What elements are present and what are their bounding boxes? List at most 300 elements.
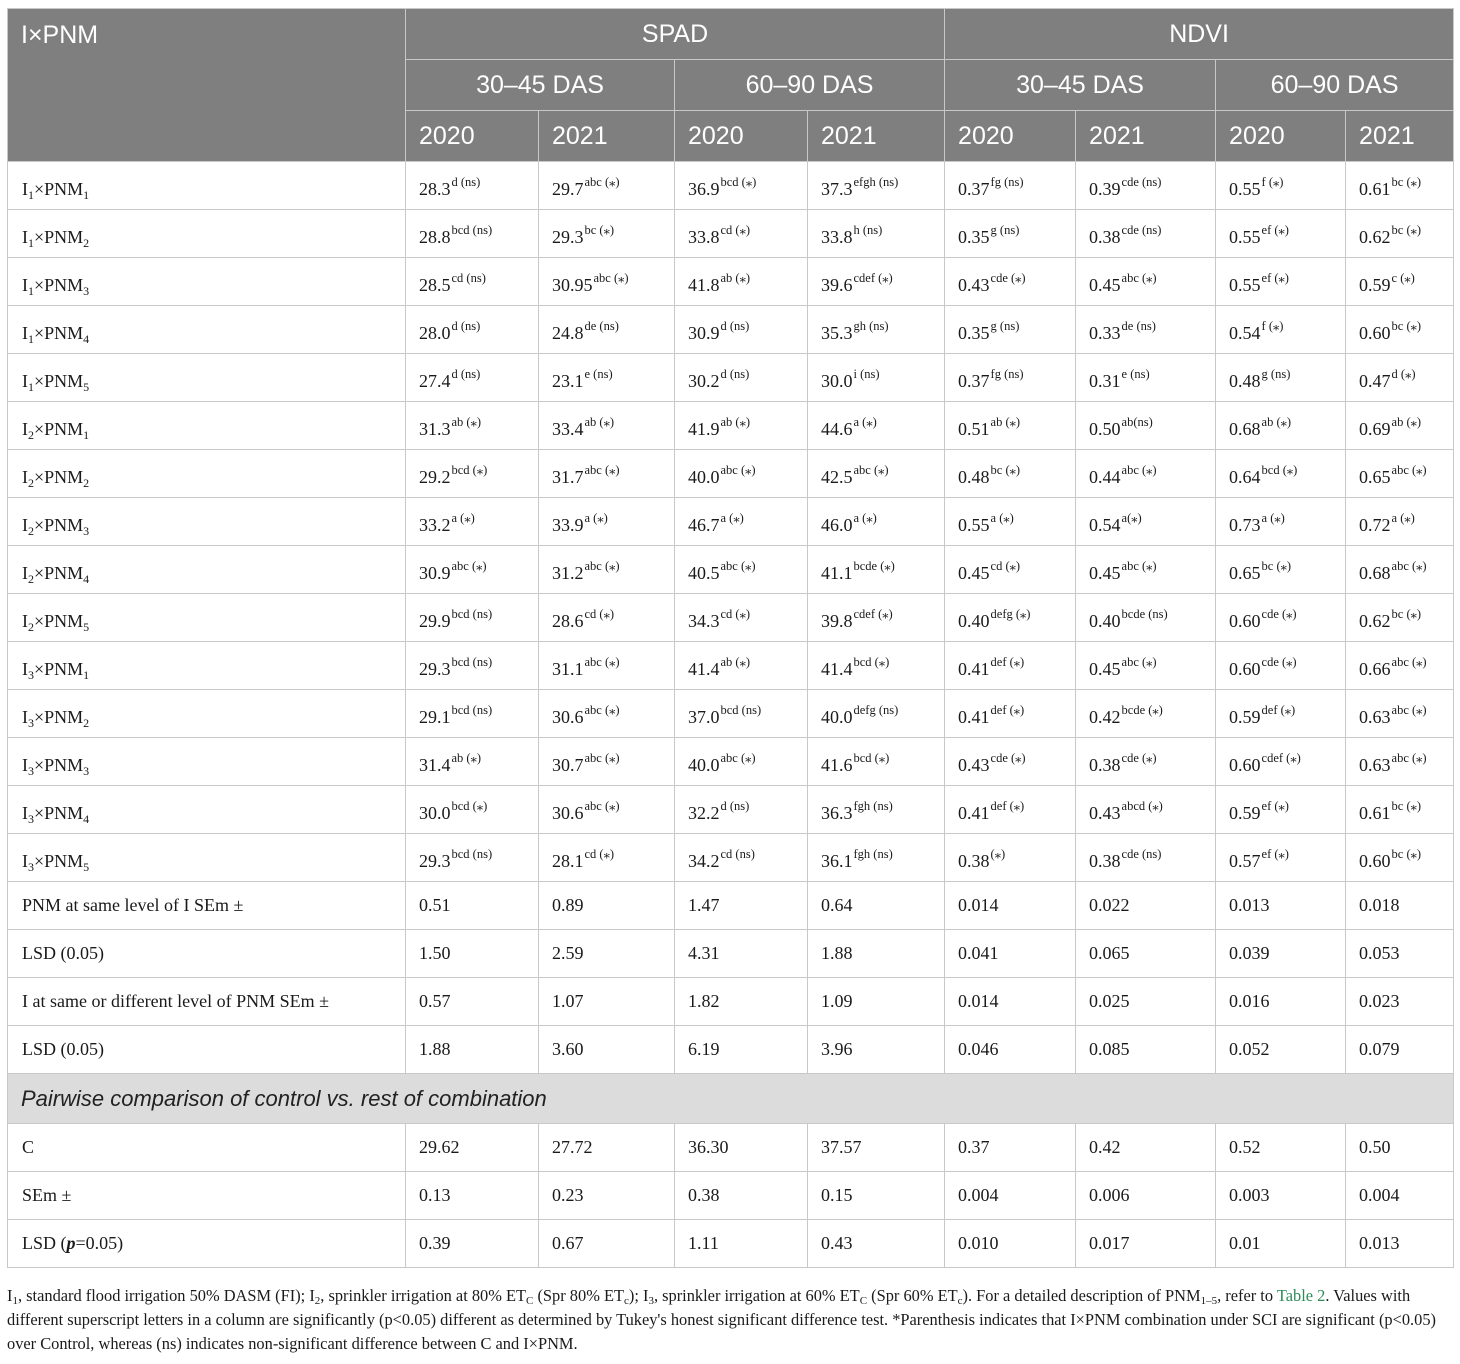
stats-cell: 0.016 (1216, 978, 1346, 1026)
cell-superscript: defg (⁎) (990, 607, 1031, 621)
cell-value: 30.0 (821, 371, 853, 391)
cell-content (419, 463, 488, 487)
header-year: 2021 (539, 111, 675, 162)
cell-value: 23.1 (552, 371, 584, 391)
control-cell: 0.42 (1076, 1124, 1216, 1172)
cell-superscript: abc (⁎) (1121, 655, 1157, 669)
cell-superscript: abc (⁎) (584, 463, 620, 477)
cell-superscript: abc (⁎) (1391, 703, 1427, 717)
cell-content (958, 271, 1026, 295)
cell-value: 39.8 (821, 611, 853, 631)
table-cell (539, 162, 675, 210)
cell-value: 0.54 (1089, 515, 1121, 535)
row-label (8, 210, 406, 258)
label-irrigation-sub: 2 (28, 476, 34, 490)
cell-content (419, 847, 493, 871)
cell-superscript: cd (⁎) (720, 223, 750, 237)
cell-content (1089, 847, 1162, 871)
table-cell (1346, 258, 1454, 306)
table-cell (539, 738, 675, 786)
table-cell (945, 786, 1076, 834)
table-cell (1076, 690, 1216, 738)
cell-superscript: ef (⁎) (1261, 271, 1289, 285)
cell-superscript: cd (⁎) (990, 559, 1021, 573)
cell-content (688, 751, 756, 775)
stats-cell: 4.31 (675, 930, 808, 978)
cell-superscript: cde (⁎) (990, 751, 1026, 765)
label-pnm-sub: 1 (83, 668, 90, 682)
row-label (8, 642, 406, 690)
row-label (8, 594, 406, 642)
cell-value: 29.1 (419, 707, 451, 727)
control-row (8, 1172, 1454, 1220)
table-cell (945, 450, 1076, 498)
table-row (8, 402, 1454, 450)
cell-content (688, 799, 750, 823)
cell-value: 0.60 (1229, 755, 1261, 775)
cell-value: 0.45 (1089, 563, 1121, 583)
row-label (8, 690, 406, 738)
stats-cell: 1.50 (406, 930, 539, 978)
cell-content (552, 367, 613, 391)
cell-superscript: bc (⁎) (584, 223, 614, 237)
cell-content (552, 511, 608, 535)
cell-superscript: a (⁎) (1261, 511, 1285, 525)
table-cell (675, 402, 808, 450)
cell-value: 0.59 (1229, 707, 1261, 727)
table-cell (1216, 690, 1346, 738)
control-cell: 0.006 (1076, 1172, 1216, 1220)
cell-value: 29.7 (552, 179, 584, 199)
label-irrigation: I (22, 659, 28, 679)
cell-value: 0.38 (1089, 227, 1121, 247)
cell-value: 33.4 (552, 419, 584, 439)
label-irrigation: I (22, 755, 28, 775)
stats-cell: 0.053 (1346, 930, 1454, 978)
stats-row (8, 882, 1454, 930)
label-pnm-sub: 1 (83, 428, 90, 442)
cell-superscript: bcd (ns) (451, 223, 493, 237)
cell-superscript: bcde (⁎) (1121, 703, 1163, 717)
cell-value: 46.7 (688, 515, 720, 535)
cell-value: 0.61 (1359, 179, 1391, 199)
cell-superscript: abc (⁎) (853, 463, 889, 477)
table-cell (406, 354, 539, 402)
label-pnm: ×PNM (34, 179, 84, 199)
table-cell (1346, 546, 1454, 594)
results-table-container (7, 8, 1453, 1268)
cell-content (419, 271, 486, 295)
cell-value: 30.0 (419, 803, 451, 823)
label-pnm: ×PNM (34, 803, 84, 823)
stats-cell: 0.022 (1076, 882, 1216, 930)
cell-content (1359, 463, 1427, 487)
cell-content (821, 463, 889, 487)
table-cell (406, 210, 539, 258)
cell-content (1359, 703, 1427, 727)
stats-cell: 3.96 (808, 1026, 945, 1074)
table-cell (1076, 594, 1216, 642)
results-table (7, 8, 1454, 1268)
label-irrigation-sub: 3 (28, 860, 34, 874)
cell-superscript: a (⁎) (720, 511, 744, 525)
table-cell (1076, 642, 1216, 690)
cell-value: 28.0 (419, 323, 451, 343)
cell-content (419, 367, 481, 391)
cell-superscript: cdef (⁎) (853, 607, 893, 621)
row-label-text (22, 755, 90, 778)
table-cell (406, 498, 539, 546)
cell-value: 33.8 (821, 227, 853, 247)
cell-superscript: f (⁎) (1261, 175, 1284, 189)
cell-superscript: fg (ns) (990, 175, 1024, 189)
footnote-text: , standard flood irrigation 50% DASM (FI); I (17, 1286, 315, 1305)
table-cell (675, 834, 808, 882)
table-cell (945, 594, 1076, 642)
cell-content (552, 607, 614, 631)
label-pnm: ×PNM (34, 419, 84, 439)
cell-value: 0.41 (958, 707, 990, 727)
stats-cell: 0.039 (1216, 930, 1346, 978)
cell-content (958, 607, 1031, 631)
header-year: 2020 (406, 111, 539, 162)
cell-value: 0.37 (958, 371, 990, 391)
table-cell (406, 594, 539, 642)
row-label (8, 738, 406, 786)
label-irrigation-sub: 3 (28, 812, 34, 826)
row-label-text (22, 563, 90, 586)
cell-superscript: d (ns) (720, 319, 750, 333)
footnote-text: , sprinkler irrigation at 80% ET (320, 1286, 527, 1305)
table-cell (945, 162, 1076, 210)
table-cell (1216, 258, 1346, 306)
table-cell (539, 786, 675, 834)
cell-superscript: bcd (ns) (451, 655, 493, 669)
cell-value: 0.38 (958, 851, 990, 871)
footnote-text: ); I (628, 1286, 649, 1305)
footnote-sub: c (623, 1295, 629, 1307)
label-pnm: ×PNM (34, 467, 84, 487)
cell-value: 0.60 (1229, 611, 1261, 631)
label-irrigation-sub: 3 (28, 716, 34, 730)
label-pnm-sub: 5 (83, 860, 90, 874)
table-cell (1346, 306, 1454, 354)
footnote-text: (Spr 80% ET (533, 1286, 624, 1305)
cell-content (688, 655, 750, 679)
table-row (8, 594, 1454, 642)
cell-superscript: g (ns) (990, 319, 1020, 333)
cell-content (1089, 463, 1157, 487)
cell-value: 0.39 (1089, 179, 1121, 199)
cell-content (419, 559, 487, 583)
cell-superscript: cd (⁎) (584, 607, 614, 621)
label-irrigation-sub: 1 (28, 332, 34, 346)
control-cell: 0.004 (945, 1172, 1076, 1220)
cell-value: 40.5 (688, 563, 720, 583)
table-cell (1076, 210, 1216, 258)
label-irrigation-sub: 2 (28, 620, 34, 634)
cell-value: 29.9 (419, 611, 451, 631)
cell-superscript: d (ns) (720, 367, 750, 381)
stats-cell: 1.47 (675, 882, 808, 930)
cell-value: 0.43 (1089, 803, 1121, 823)
cell-value: 0.42 (1089, 707, 1121, 727)
cell-value: 29.2 (419, 467, 451, 487)
cell-content (958, 799, 1025, 823)
control-cell: 0.38 (675, 1172, 808, 1220)
cell-superscript: cde (⁎) (1121, 751, 1157, 765)
cell-content (1359, 223, 1422, 247)
table-cell (539, 306, 675, 354)
stats-cell: 0.025 (1076, 978, 1216, 1026)
row-label (8, 546, 406, 594)
cell-value: 0.60 (1359, 323, 1391, 343)
cell-value: 41.1 (821, 563, 853, 583)
cell-content (1359, 559, 1427, 583)
cell-superscript: ab (⁎) (720, 271, 750, 285)
table-row (8, 162, 1454, 210)
label-pnm-sub: 5 (83, 380, 90, 394)
table-cell (1346, 834, 1454, 882)
table-row (8, 498, 1454, 546)
stats-cell: 6.19 (675, 1026, 808, 1074)
cell-content (1229, 319, 1284, 343)
cell-content (821, 607, 893, 631)
label-pnm-sub: 3 (83, 524, 90, 538)
table-cell (1076, 834, 1216, 882)
cell-value: 33.2 (419, 515, 451, 535)
footnote-sub: C (526, 1295, 534, 1307)
cell-value: 0.55 (1229, 275, 1261, 295)
stats-cell: 0.046 (945, 1026, 1076, 1074)
cell-superscript: ef (⁎) (1261, 847, 1289, 861)
table-cell (1076, 354, 1216, 402)
table-cell (808, 162, 945, 210)
cell-content (1359, 799, 1422, 823)
cell-content (419, 511, 475, 535)
row-label-text (22, 515, 90, 538)
cell-value: 0.47 (1359, 371, 1391, 391)
cell-superscript: bcd (ns) (720, 703, 762, 717)
cell-value: 0.37 (958, 179, 990, 199)
stats-label: LSD (0.05) (8, 1026, 406, 1074)
cell-value: 0.55 (1229, 227, 1261, 247)
cell-value: 37.0 (688, 707, 720, 727)
cell-content (552, 799, 620, 823)
table-cell (539, 690, 675, 738)
table-cell (808, 546, 945, 594)
cell-content (688, 463, 756, 487)
footnote-text: (Spr 60% ET (867, 1286, 958, 1305)
cell-content (958, 511, 1014, 535)
table-cell (675, 594, 808, 642)
cell-superscript: abc (⁎) (720, 463, 756, 477)
label-pnm: ×PNM (34, 323, 84, 343)
cell-content (1359, 415, 1422, 439)
stats-cell: 2.59 (539, 930, 675, 978)
cell-content (688, 319, 750, 343)
row-label (8, 450, 406, 498)
label-pnm: ×PNM (34, 851, 84, 871)
footnote-sub: 1–5 (1200, 1295, 1218, 1307)
cell-content (958, 175, 1024, 199)
cell-superscript: bc (⁎) (1391, 319, 1422, 333)
cell-content (688, 223, 750, 247)
cell-content (821, 655, 890, 679)
cell-value: 36.1 (821, 851, 853, 871)
table-cell (1346, 402, 1454, 450)
cell-content (419, 223, 493, 247)
stats-cell: 0.64 (808, 882, 945, 930)
cell-superscript: cdef (⁎) (1261, 751, 1301, 765)
cell-superscript: abc (⁎) (584, 799, 620, 813)
cell-value: 31.3 (419, 419, 451, 439)
row-label-text (22, 419, 90, 442)
footnote-text: , refer to (1217, 1286, 1277, 1305)
cell-content (1229, 607, 1297, 631)
label-irrigation: I (22, 419, 28, 439)
stats-cell: 0.079 (1346, 1026, 1454, 1074)
header-corner: I×PNM (8, 9, 406, 162)
cell-content (1359, 367, 1416, 391)
table-cell (675, 162, 808, 210)
cell-superscript: cde (ns) (1121, 175, 1162, 189)
cell-content (552, 319, 619, 343)
cell-content (821, 559, 895, 583)
label-pnm: ×PNM (34, 707, 84, 727)
cell-superscript: a (⁎) (584, 511, 608, 525)
table-cell (945, 690, 1076, 738)
cell-value: 0.64 (1229, 467, 1261, 487)
stats-row (8, 930, 1454, 978)
cell-value: 0.40 (1089, 611, 1121, 631)
footnote-text: , sprinkler irrigation at 60% ET (653, 1286, 860, 1305)
table-cell (675, 786, 808, 834)
cell-content (821, 415, 877, 439)
table-cell (808, 306, 945, 354)
control-cell: 0.43 (808, 1220, 945, 1268)
label-irrigation: I (22, 179, 28, 199)
table-cell (406, 546, 539, 594)
cell-value: 0.62 (1359, 227, 1391, 247)
cell-content (419, 703, 493, 727)
cell-superscript: abc (⁎) (1391, 751, 1427, 765)
cell-value: 0.66 (1359, 659, 1391, 679)
cell-value: 46.0 (821, 515, 853, 535)
table-cell (1076, 546, 1216, 594)
cell-superscript: fgh (ns) (853, 847, 893, 861)
cell-value: 24.8 (552, 323, 584, 343)
label-irrigation-sub: 1 (28, 236, 34, 250)
control-cell: 0.39 (406, 1220, 539, 1268)
cell-value: 33.9 (552, 515, 584, 535)
control-cell: 0.003 (1216, 1172, 1346, 1220)
cell-content (1229, 271, 1289, 295)
table-cell (675, 450, 808, 498)
cell-content (1089, 511, 1142, 535)
stats-cell: 0.085 (1076, 1026, 1216, 1074)
table-cell (1346, 594, 1454, 642)
cell-superscript: cd (⁎) (584, 847, 614, 861)
table-2-link[interactable]: Table 2 (1276, 1286, 1326, 1305)
cell-value: 33.8 (688, 227, 720, 247)
cell-content (552, 847, 614, 871)
control-row (8, 1220, 1454, 1268)
cell-content (1229, 511, 1285, 535)
table-cell (539, 450, 675, 498)
table-row (8, 354, 1454, 402)
cell-content (958, 559, 1021, 583)
cell-value: 0.60 (1359, 851, 1391, 871)
label-pnm-sub: 3 (83, 764, 90, 778)
cell-value: 34.3 (688, 611, 720, 631)
cell-value: 0.45 (958, 563, 990, 583)
cell-value: 0.55 (958, 515, 990, 535)
stats-cell: 0.052 (1216, 1026, 1346, 1074)
label-pnm: ×PNM (34, 227, 84, 247)
cell-superscript: c (⁎) (1391, 271, 1415, 285)
cell-value: 0.43 (958, 275, 990, 295)
cell-content (958, 751, 1026, 775)
cell-superscript: cd (ns) (451, 271, 486, 285)
cell-content (1359, 319, 1422, 343)
cell-superscript: abc (⁎) (720, 751, 756, 765)
table-cell (406, 786, 539, 834)
cell-value: 0.38 (1089, 851, 1121, 871)
cell-content (821, 223, 883, 247)
cell-value: 0.45 (1089, 275, 1121, 295)
table-cell (945, 738, 1076, 786)
row-label (8, 162, 406, 210)
cell-value: 0.44 (1089, 467, 1121, 487)
stats-cell: 0.041 (945, 930, 1076, 978)
stats-cell: 0.014 (945, 882, 1076, 930)
cell-content (688, 175, 757, 199)
cell-superscript: abc (⁎) (584, 559, 620, 573)
cell-superscript: bcde (ns) (1121, 607, 1168, 621)
cell-superscript: bc (⁎) (1391, 223, 1422, 237)
label-pnm: ×PNM (34, 515, 84, 535)
cell-superscript: ab (⁎) (451, 415, 481, 429)
cell-superscript: d (ns) (451, 367, 481, 381)
cell-content (1089, 799, 1163, 823)
table-row (8, 210, 1454, 258)
cell-superscript: ab (⁎) (451, 751, 481, 765)
cell-content (1089, 655, 1157, 679)
cell-superscript: abc (⁎) (1391, 559, 1427, 573)
cell-value: 31.4 (419, 755, 451, 775)
cell-superscript: ab (⁎) (720, 415, 750, 429)
cell-content (1089, 751, 1157, 775)
cell-value: 0.63 (1359, 707, 1391, 727)
table-cell (406, 450, 539, 498)
footnote-text: ). For a detailed description of PNM (962, 1286, 1201, 1305)
cell-superscript: fg (ns) (990, 367, 1024, 381)
cell-superscript: abc (⁎) (593, 271, 629, 285)
cell-content (1359, 511, 1415, 535)
control-label: SEm ± (8, 1172, 406, 1220)
cell-content (1089, 559, 1157, 583)
cell-superscript: ab (⁎) (1391, 415, 1422, 429)
table-row (8, 786, 1454, 834)
table-cell (945, 210, 1076, 258)
cell-superscript: abc (⁎) (584, 703, 620, 717)
cell-content (1359, 751, 1427, 775)
table-footnote (7, 1284, 1453, 1356)
cell-content (821, 511, 877, 535)
cell-content (552, 703, 620, 727)
row-label (8, 306, 406, 354)
